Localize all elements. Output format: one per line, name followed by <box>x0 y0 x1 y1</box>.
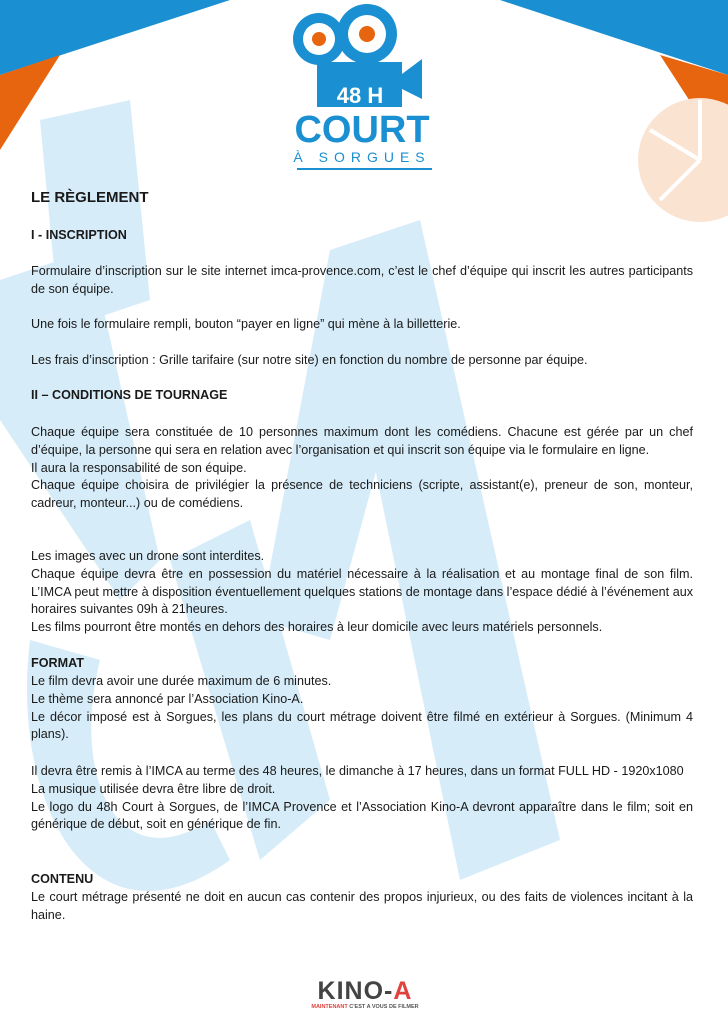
tagline-red: MAINTENANT <box>311 1004 348 1010</box>
paragraph: Les frais d’inscription : Grille tarifaire (sur notre site) en fonction du nombre de personne par équipe. <box>31 353 588 367</box>
brand-accent: A <box>393 977 413 1005</box>
paragraph: Les images avec un drone sont interdites. <box>31 549 265 563</box>
event-logo <box>272 4 452 176</box>
paragraph: Le thème sera annoncé par l’Association Kino-A. <box>31 691 304 706</box>
paragraph: Il devra être remis à l’IMCA au terme des 48 heures, le dimanche à 17 heures, dans un format FULL HD - 1920x1080 <box>31 764 684 778</box>
paragraph: Il aura la responsabilité de son équipe. <box>31 460 247 475</box>
paragraph: Le film devra avoir une durée maximum de 6 minutes. <box>31 674 332 688</box>
brand-main: KINO- <box>317 977 394 1005</box>
paragraph: Le logo du 48h Court à Sorgues, de l’IMCA Provence et l’Association Kino-A devront apparaître dans le film; soit en générique de début, soit en générique de fin. <box>31 799 693 832</box>
tagline: C'EST A VOUS DE FILMER <box>347 1004 419 1010</box>
paragraph-group <box>31 424 693 513</box>
section-heading-inscription: I - INSCRIPTION <box>31 228 127 242</box>
paragraph-group <box>31 673 693 744</box>
paragraph: Formulaire d’inscription sur le site internet imca-provence.com, c’est le chef d’équipe qui inscrit les autres participants de son équipe. <box>31 264 693 296</box>
paragraph: Chaque équipe devra être en possession du matériel nécessaire à la réalisation et au montage final de son film. L’IMCA peut mettre à disposition éventuellement quelques stations de montage dans l’espace dédié à l’événement aux horaires suivantes 09h à 21heures. <box>31 566 693 617</box>
paragraph-group <box>31 548 693 637</box>
paragraph: La musique utilisée devra être libre de droit. <box>31 781 276 796</box>
page-title: LE RÈGLEMENT <box>31 189 149 206</box>
kino-a-logo <box>310 978 420 1010</box>
paragraph-group <box>31 763 693 834</box>
logo-48h: 48 H <box>336 83 384 108</box>
camera-logo-icon <box>272 4 452 176</box>
paragraph: Les films pourront être montés en dehors des horaires à leur domicile avec leurs matériels personnels. <box>31 620 603 635</box>
paragraph: Chaque équipe choisira de privilégier la présence de techniciens (scripte, assistant(e), preneur de son, monteur, cadreur, monteur...) ou de comédiens. <box>31 478 693 511</box>
logo-sorgues: À SORGUES <box>293 149 431 165</box>
paragraph: Le décor imposé est à Sorgues, les plans du court métrage doivent être filmé en extérieur à Sorgues. (Minimum 4 plans). <box>31 709 693 742</box>
logo-court: COURT <box>294 109 430 151</box>
paragraph: Chaque équipe sera constituée de 10 personnes maximum dont les comédiens. Chacune est gérée par un chef d’équipe, la personne qui sera en relation avec l’organisation et qui inscrit son équipe via le formulaire en ligne. <box>31 425 693 457</box>
section-heading-format: FORMAT <box>31 656 84 670</box>
section-heading-tournage: II – CONDITIONS DE TOURNAGE <box>31 388 228 402</box>
paragraph: Le court métrage présenté ne doit en aucun cas contenir des propos injurieux, ou des faits de violences incitant à la haine. <box>31 890 693 922</box>
section-heading-contenu: CONTENU <box>31 872 94 886</box>
paragraph: Une fois le formulaire rempli, bouton “payer en ligne” qui mène à la billetterie. <box>31 317 461 331</box>
